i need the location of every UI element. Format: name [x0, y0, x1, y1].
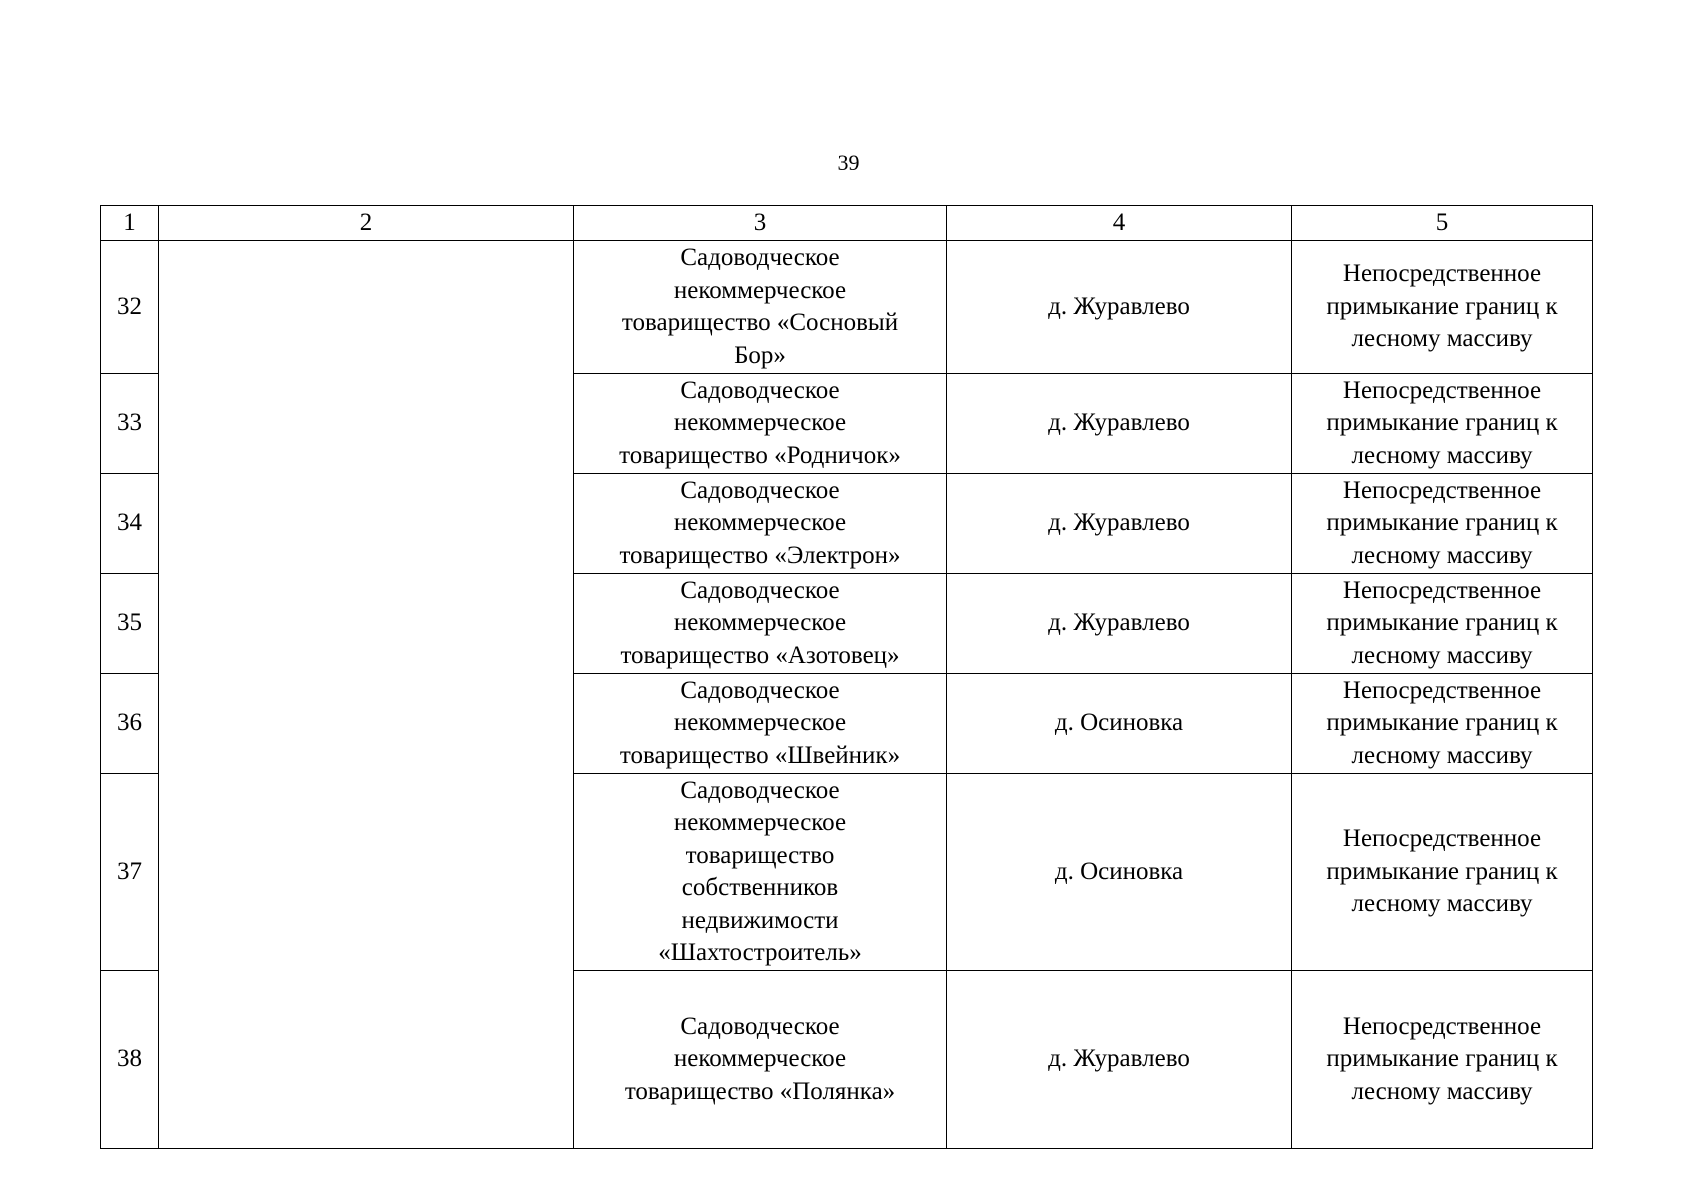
settlement: д. Журавлево	[947, 374, 1292, 474]
name-line: товарищество	[685, 841, 835, 869]
row-number: 32	[101, 241, 159, 374]
organization-name	[574, 971, 947, 1149]
reason-line: примыкание границ к	[1326, 509, 1558, 537]
column-number-5: 5	[1292, 206, 1593, 241]
reason	[1292, 774, 1593, 971]
name-line: некоммерческое	[673, 1045, 847, 1073]
reason-line: лесному массиву	[1351, 441, 1533, 469]
reason	[1292, 374, 1593, 474]
reason	[1292, 474, 1593, 574]
settlements-table	[100, 205, 1593, 1149]
name-line: некоммерческое	[673, 809, 847, 836]
page-number: 39	[837, 150, 860, 175]
row-number: 35	[101, 574, 159, 674]
reason	[1292, 971, 1593, 1149]
name-line: товарищество «Электрон»	[619, 541, 901, 569]
reason-line: Непосредственное	[1342, 1012, 1542, 1040]
column-number-1: 1	[101, 206, 159, 241]
reason-line: Непосредственное	[1342, 676, 1542, 704]
reason-line: лесному массиву	[1351, 741, 1533, 769]
name-line: Садоводческое	[680, 576, 840, 604]
reason-line: примыкание границ к	[1326, 409, 1558, 437]
row-number: 36	[101, 674, 159, 774]
row-number: 37	[101, 774, 159, 971]
reason-line: Непосредственное	[1342, 260, 1542, 288]
reason-line: лесному массиву	[1351, 325, 1533, 353]
row-number: 38	[101, 971, 159, 1149]
settlement: д. Осиновка	[947, 774, 1292, 971]
reason	[1292, 574, 1593, 674]
reason-line: лесному массиву	[1351, 541, 1533, 569]
name-line: Садоводческое	[680, 376, 840, 404]
name-line: некоммерческое	[673, 409, 847, 437]
reason	[1292, 241, 1593, 374]
name-line: товарищество «Сосновый	[621, 309, 899, 336]
name-line: Садоводческое	[680, 244, 840, 271]
reason-line: лесному массиву	[1351, 890, 1533, 918]
column-number-row	[101, 206, 1593, 241]
name-line: некоммерческое	[673, 509, 847, 537]
row-number: 34	[101, 474, 159, 574]
name-line: недвижимости	[681, 906, 839, 934]
table-row	[101, 241, 1593, 374]
organization-name	[574, 374, 947, 474]
reason-line: Непосредственное	[1342, 376, 1542, 404]
column-number-3: 3	[574, 206, 947, 241]
reason-line: примыкание границ к	[1326, 609, 1558, 637]
name-line: Бор»	[734, 341, 786, 369]
reason-line: Непосредственное	[1342, 576, 1542, 604]
reason-line: лесному массиву	[1351, 1077, 1533, 1105]
name-line: товарищество «Азотовец»	[620, 641, 900, 669]
organization-name	[574, 241, 947, 374]
settlement: д. Осиновка	[947, 674, 1292, 774]
name-line: товарищество «Швейник»	[619, 741, 901, 769]
organization-name	[574, 574, 947, 674]
name-line: Садоводческое	[680, 1012, 840, 1040]
name-line: Садоводческое	[680, 676, 840, 704]
reason-line: примыкание границ к	[1326, 857, 1558, 885]
name-line: некоммерческое	[673, 609, 847, 637]
reason-line: Непосредственное	[1342, 825, 1542, 853]
column-number-2: 2	[159, 206, 574, 241]
reason	[1292, 674, 1593, 774]
column-number-4: 4	[947, 206, 1292, 241]
settlement: д. Журавлево	[947, 474, 1292, 574]
reason-line: примыкание границ к	[1326, 292, 1558, 320]
name-line: товарищество «Родничок»	[619, 441, 901, 469]
reason-line: примыкание границ к	[1326, 1045, 1558, 1073]
district-cell	[159, 241, 574, 1149]
row-number: 33	[101, 374, 159, 474]
settlement: д. Журавлево	[947, 241, 1292, 374]
name-line: собственников	[681, 874, 839, 901]
name-line: Садоводческое	[680, 776, 840, 804]
organization-name	[574, 474, 947, 574]
name-line: товарищество «Полянка»	[624, 1077, 896, 1105]
name-line: некоммерческое	[673, 709, 847, 737]
reason-line: примыкание границ к	[1326, 709, 1558, 737]
name-line: Садоводческое	[680, 476, 840, 504]
name-line: «Шахтостроитель»	[658, 939, 862, 966]
reason-line: Непосредственное	[1342, 476, 1542, 504]
settlement: д. Журавлево	[947, 971, 1292, 1149]
settlement: д. Журавлево	[947, 574, 1292, 674]
name-line: некоммерческое	[673, 276, 847, 304]
reason-line: лесному массиву	[1351, 641, 1533, 669]
organization-name	[574, 774, 947, 971]
organization-name	[574, 674, 947, 774]
